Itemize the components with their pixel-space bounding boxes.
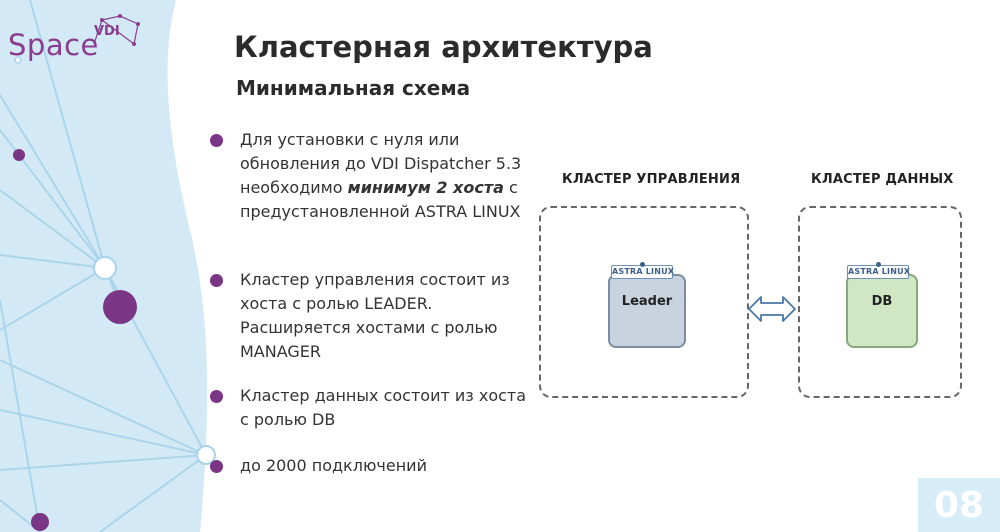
- leader-node: [608, 274, 686, 348]
- bullet-2-text: Кластер управления состоит из хоста с ролью LEADER. Расширяется хостами с ролью MANAGER: [240, 270, 510, 361]
- db-node-label: DB: [871, 293, 893, 309]
- bullet-1-emphasis: минимум 2 хоста: [347, 178, 504, 197]
- spacevdi-logo: [8, 14, 148, 74]
- bullet-3-text: Кластер данных состоит из хоста с ролью DB: [240, 386, 527, 429]
- bullet-1-text-after: с предустановленной ASTRA LINUX: [240, 178, 521, 221]
- double-arrow-icon: [747, 292, 797, 326]
- db-node: [846, 274, 918, 348]
- bullet-item-1: [240, 128, 530, 224]
- bullet-dot: [210, 390, 223, 403]
- network-node-purple-large: [103, 290, 137, 324]
- bullet-item-4: [240, 454, 530, 478]
- data-cluster-label: КЛАСТЕР ДАННЫХ: [811, 172, 954, 187]
- network-node-large: [94, 257, 116, 279]
- leader-astra-tag: ASTRA LINUX: [611, 265, 673, 279]
- db-astra-tag: ASTRA LINUX: [847, 265, 909, 279]
- bullet-dot: [210, 134, 223, 147]
- network-node-purple-small: [13, 149, 25, 161]
- page-number: 08: [918, 478, 1000, 532]
- management-cluster-label: КЛАСТЕР УПРАВЛЕНИЯ: [562, 172, 741, 187]
- bullet-item-3: [240, 384, 530, 432]
- bullet-dot: [210, 460, 223, 473]
- bullet-item-2: [240, 268, 530, 364]
- page-subtitle: Минимальная схема: [236, 76, 471, 100]
- bullet-1-text-before: Для установки с нуля или обновления до VDI Dispatcher 5.3 необходимо: [240, 130, 522, 197]
- logo-vdi-text: VDI: [94, 24, 120, 39]
- logo-space-text: Space: [8, 28, 99, 62]
- bullet-dot: [210, 274, 223, 287]
- network-node-purple-bottom: [31, 513, 49, 531]
- page-title: Кластерная архитектура: [234, 30, 653, 64]
- bullet-4-text: до 2000 подключений: [240, 456, 427, 475]
- leader-node-label: Leader: [621, 293, 673, 309]
